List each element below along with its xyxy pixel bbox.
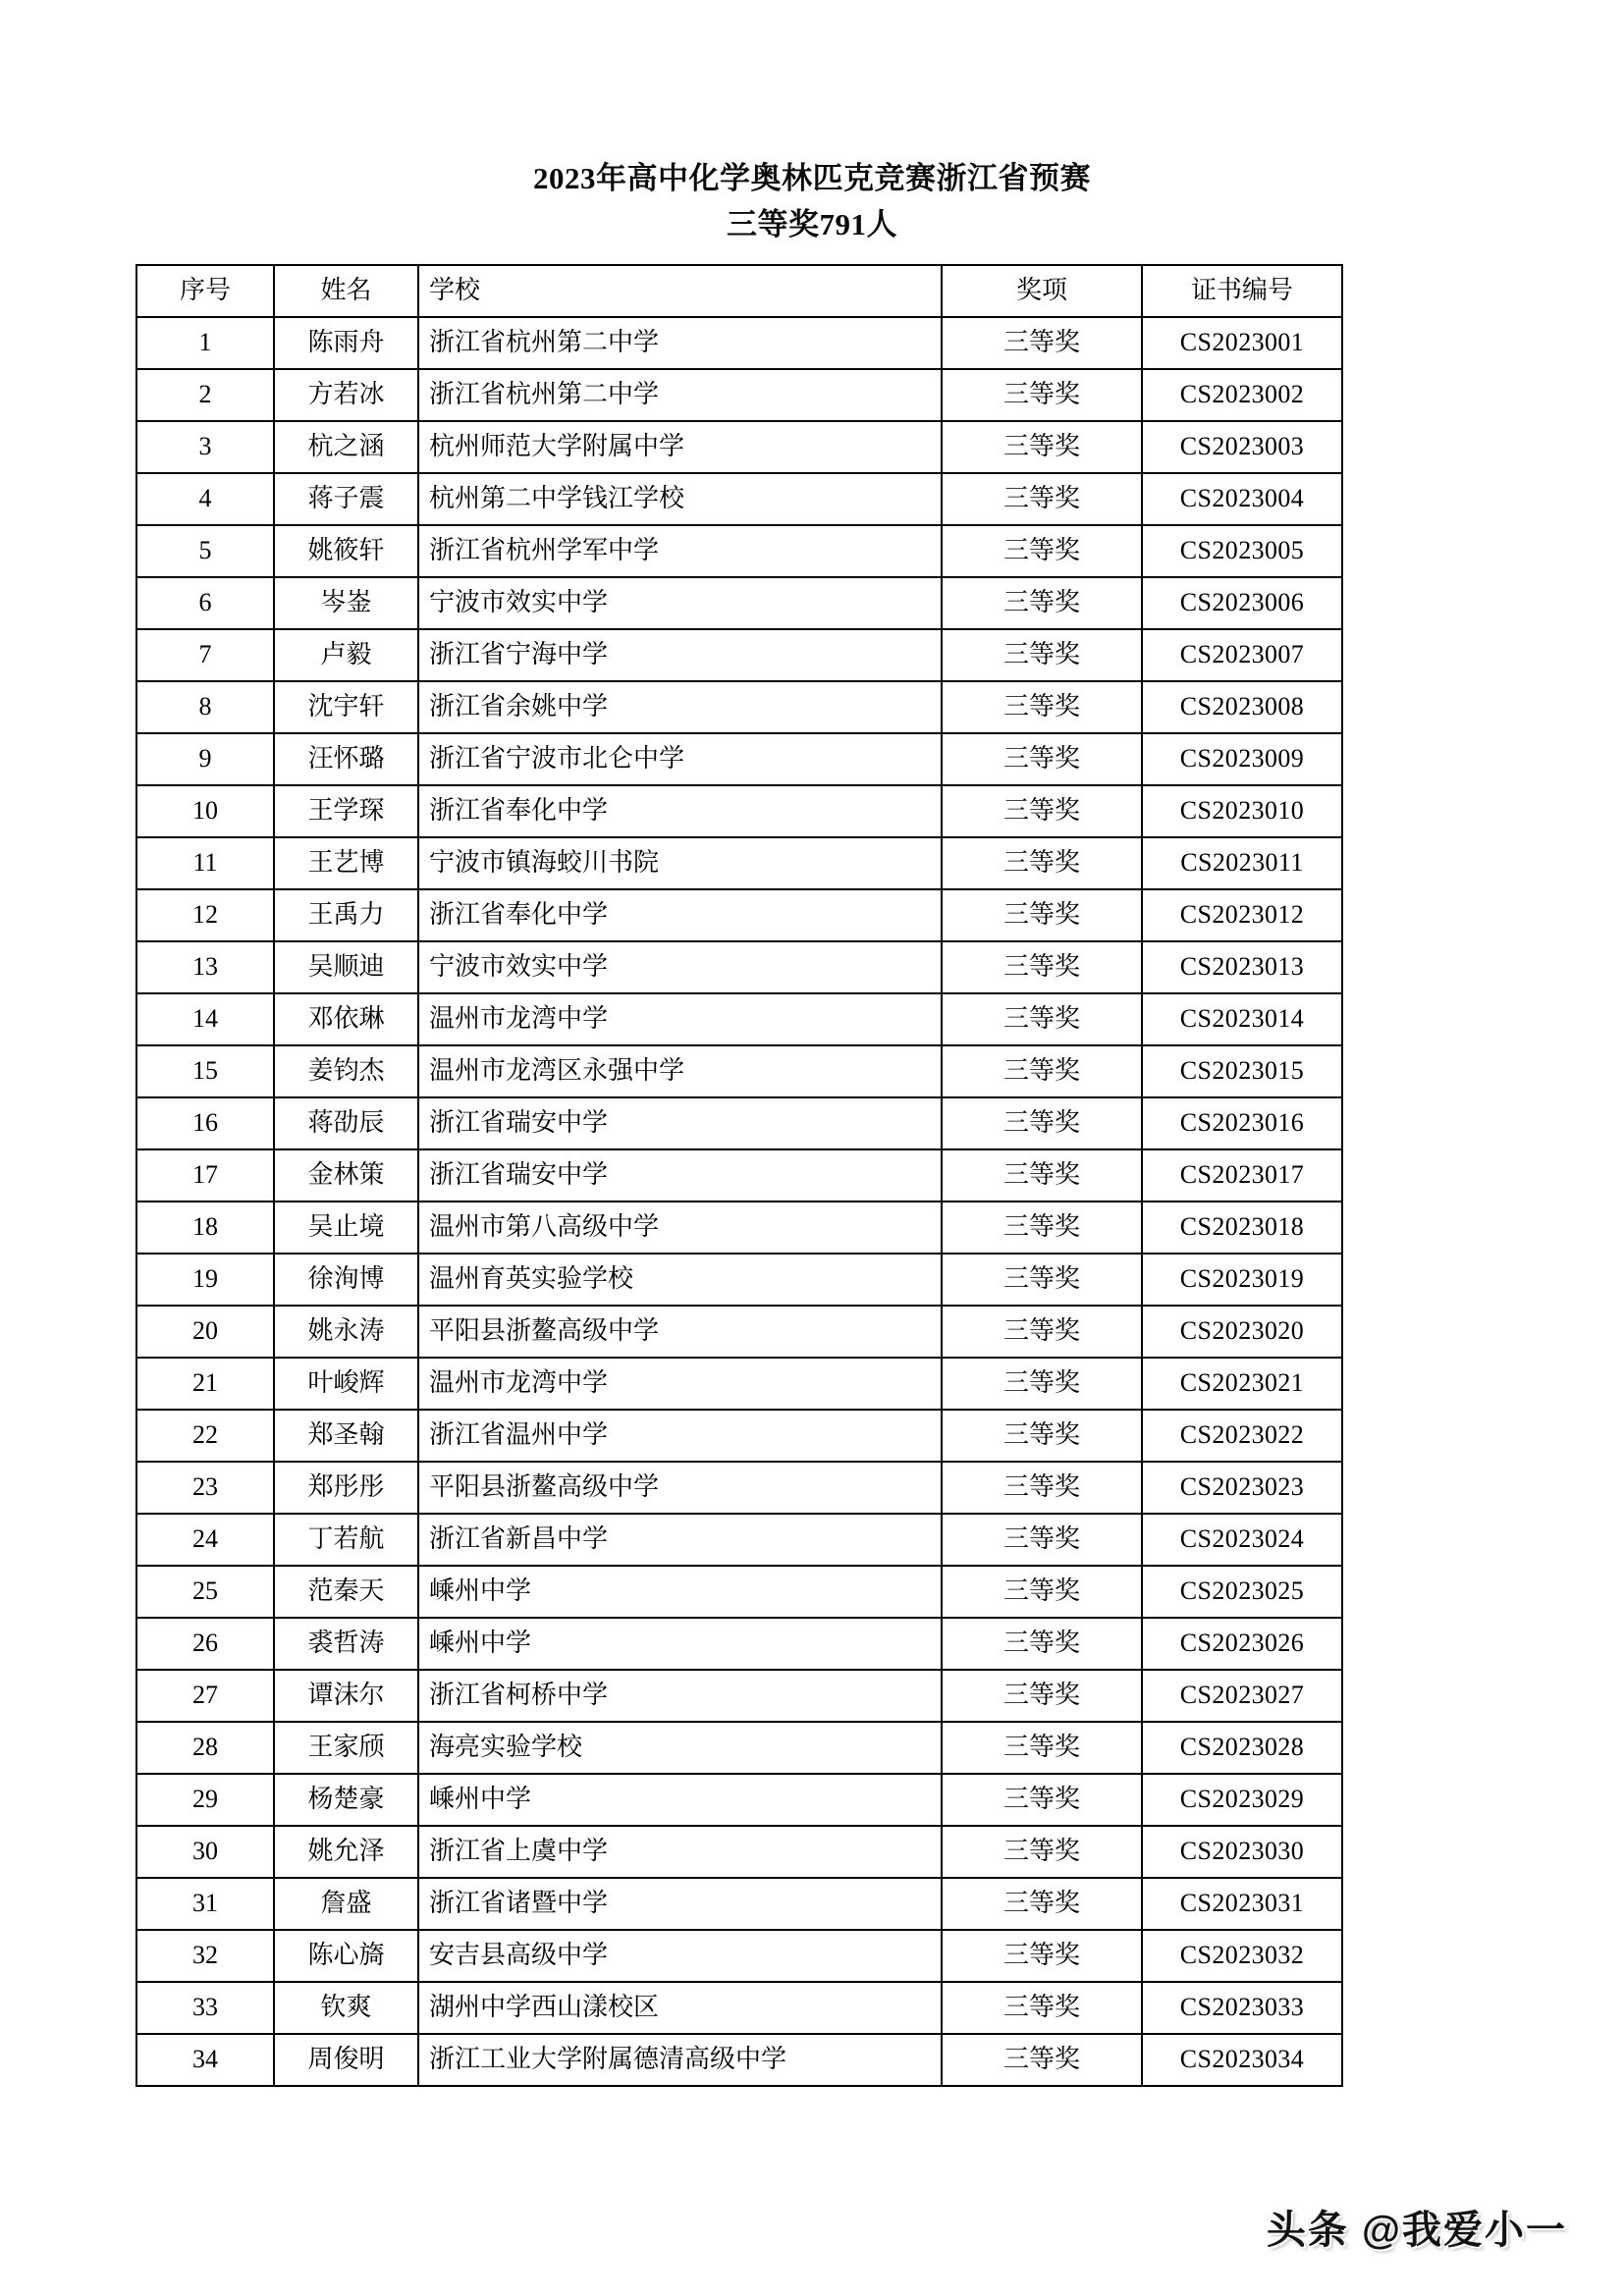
- table-row: [136, 941, 1342, 993]
- cell-cert: CS2023016: [1142, 1097, 1342, 1149]
- cell-award: 三等奖: [942, 369, 1142, 421]
- cell-seq: 9: [136, 733, 274, 785]
- cell-name: 金林策: [274, 1149, 418, 1201]
- cell-cert: CS2023011: [1142, 837, 1342, 889]
- cell-cert: CS2023032: [1142, 1930, 1342, 1982]
- table-row: [136, 1097, 1342, 1149]
- cell-cert: CS2023022: [1142, 1410, 1342, 1462]
- cell-name: 杨楚豪: [274, 1774, 418, 1826]
- cell-school: 杭州第二中学钱江学校: [418, 473, 942, 525]
- cell-cert: CS2023017: [1142, 1149, 1342, 1201]
- cell-cert: CS2023031: [1142, 1878, 1342, 1930]
- cell-award: 三等奖: [942, 473, 1142, 525]
- table-row: [136, 1670, 1342, 1722]
- cell-award: 三等奖: [942, 629, 1142, 681]
- cell-seq: 7: [136, 629, 274, 681]
- cell-cert: CS2023002: [1142, 369, 1342, 421]
- cell-school: 浙江省奉化中学: [418, 889, 942, 941]
- table-row: [136, 1462, 1342, 1514]
- table-header: [136, 265, 1342, 317]
- cell-name: 蒋劭辰: [274, 1097, 418, 1149]
- cell-cert: CS2023027: [1142, 1670, 1342, 1722]
- table-row: [136, 785, 1342, 837]
- cell-award: 三等奖: [942, 1930, 1142, 1982]
- cell-name: 叶峻辉: [274, 1358, 418, 1410]
- cell-award: 三等奖: [942, 889, 1142, 941]
- table-row: [136, 1201, 1342, 1254]
- cell-seq: 3: [136, 421, 274, 473]
- cell-school: 浙江省杭州第二中学: [418, 369, 942, 421]
- table-row: [136, 1878, 1342, 1930]
- column-header-cert: 证书编号: [1142, 265, 1342, 317]
- cell-school: 浙江省宁海中学: [418, 629, 942, 681]
- table-row: [136, 1982, 1342, 2034]
- table-row: [136, 733, 1342, 785]
- column-header-school: 学校: [418, 265, 942, 317]
- cell-name: 王艺博: [274, 837, 418, 889]
- cell-award: 三等奖: [942, 1045, 1142, 1097]
- table-row: [136, 1930, 1342, 1982]
- table-row: [136, 577, 1342, 629]
- cell-school: 宁波市效实中学: [418, 577, 942, 629]
- cell-school: 浙江工业大学附属德清高级中学: [418, 2034, 942, 2086]
- cell-school: 浙江省余姚中学: [418, 681, 942, 733]
- cell-cert: CS2023026: [1142, 1618, 1342, 1670]
- cell-cert: CS2023015: [1142, 1045, 1342, 1097]
- cell-award: 三等奖: [942, 525, 1142, 577]
- cell-school: 浙江省杭州学军中学: [418, 525, 942, 577]
- cell-award: 三等奖: [942, 1618, 1142, 1670]
- cell-award: 三等奖: [942, 1722, 1142, 1774]
- cell-name: 姚永涛: [274, 1306, 418, 1358]
- table-row: [136, 421, 1342, 473]
- award-table: [135, 264, 1343, 2087]
- table-row: [136, 1514, 1342, 1566]
- cell-cert: CS2023006: [1142, 577, 1342, 629]
- cell-award: 三等奖: [942, 2034, 1142, 2086]
- cell-seq: 30: [136, 1826, 274, 1878]
- cell-seq: 16: [136, 1097, 274, 1149]
- cell-cert: CS2023034: [1142, 2034, 1342, 2086]
- cell-name: 陈雨舟: [274, 317, 418, 369]
- column-header-seq: 序号: [136, 265, 274, 317]
- cell-award: 三等奖: [942, 1670, 1142, 1722]
- table-row: [136, 889, 1342, 941]
- cell-cert: CS2023020: [1142, 1306, 1342, 1358]
- cell-name: 周俊明: [274, 2034, 418, 2086]
- cell-award: 三等奖: [942, 317, 1142, 369]
- cell-name: 吴止境: [274, 1201, 418, 1254]
- cell-cert: CS2023021: [1142, 1358, 1342, 1410]
- cell-seq: 14: [136, 993, 274, 1045]
- cell-award: 三等奖: [942, 1566, 1142, 1618]
- cell-school: 嵊州中学: [418, 1774, 942, 1826]
- cell-name: 汪怀璐: [274, 733, 418, 785]
- cell-name: 徐洵博: [274, 1254, 418, 1306]
- cell-award: 三等奖: [942, 1826, 1142, 1878]
- cell-school: 浙江省瑞安中学: [418, 1149, 942, 1201]
- cell-school: 平阳县浙鳌高级中学: [418, 1462, 942, 1514]
- cell-seq: 27: [136, 1670, 274, 1722]
- cell-cert: CS2023001: [1142, 317, 1342, 369]
- cell-award: 三等奖: [942, 837, 1142, 889]
- table-row: [136, 1618, 1342, 1670]
- cell-name: 丁若航: [274, 1514, 418, 1566]
- cell-name: 姚筱轩: [274, 525, 418, 577]
- page-title: 2023年高中化学奥林匹克竞赛浙江省预赛: [533, 161, 1091, 195]
- table-row: [136, 681, 1342, 733]
- table-body: [136, 317, 1342, 2086]
- table-row: [136, 993, 1342, 1045]
- cell-award: 三等奖: [942, 941, 1142, 993]
- cell-award: 三等奖: [942, 785, 1142, 837]
- cell-name: 郑圣翰: [274, 1410, 418, 1462]
- cell-school: 浙江省诸暨中学: [418, 1878, 942, 1930]
- cell-award: 三等奖: [942, 1514, 1142, 1566]
- cell-award: 三等奖: [942, 1358, 1142, 1410]
- cell-school: 湖州中学西山漾校区: [418, 1982, 942, 2034]
- column-header-name: 姓名: [274, 265, 418, 317]
- cell-school: 温州市第八高级中学: [418, 1201, 942, 1254]
- cell-school: 浙江省宁波市北仑中学: [418, 733, 942, 785]
- cell-seq: 19: [136, 1254, 274, 1306]
- cell-name: 王学琛: [274, 785, 418, 837]
- cell-seq: 32: [136, 1930, 274, 1982]
- cell-seq: 2: [136, 369, 274, 421]
- cell-seq: 17: [136, 1149, 274, 1201]
- cell-award: 三等奖: [942, 421, 1142, 473]
- cell-school: 浙江省柯桥中学: [418, 1670, 942, 1722]
- table-row: [136, 1306, 1342, 1358]
- table-row: [136, 1774, 1342, 1826]
- cell-school: 海亮实验学校: [418, 1722, 942, 1774]
- cell-award: 三等奖: [942, 993, 1142, 1045]
- cell-cert: CS2023033: [1142, 1982, 1342, 2034]
- cell-cert: CS2023014: [1142, 993, 1342, 1045]
- cell-seq: 24: [136, 1514, 274, 1566]
- cell-seq: 5: [136, 525, 274, 577]
- table-row: [136, 1045, 1342, 1097]
- cell-name: 蒋子震: [274, 473, 418, 525]
- cell-school: 温州育英实验学校: [418, 1254, 942, 1306]
- cell-seq: 22: [136, 1410, 274, 1462]
- cell-school: 嵊州中学: [418, 1566, 942, 1618]
- cell-name: 王家颀: [274, 1722, 418, 1774]
- cell-award: 三等奖: [942, 1149, 1142, 1201]
- cell-seq: 31: [136, 1878, 274, 1930]
- cell-cert: CS2023003: [1142, 421, 1342, 473]
- cell-seq: 21: [136, 1358, 274, 1410]
- cell-award: 三等奖: [942, 1306, 1142, 1358]
- cell-school: 宁波市镇海蛟川书院: [418, 837, 942, 889]
- cell-seq: 6: [136, 577, 274, 629]
- cell-cert: CS2023007: [1142, 629, 1342, 681]
- table-row: [136, 1149, 1342, 1201]
- cell-school: 浙江省奉化中学: [418, 785, 942, 837]
- table-row: [136, 1826, 1342, 1878]
- table-row: [136, 629, 1342, 681]
- cell-school: 温州市龙湾中学: [418, 1358, 942, 1410]
- column-header-award: 奖项: [942, 265, 1142, 317]
- cell-school: 浙江省杭州第二中学: [418, 317, 942, 369]
- page-subtitle: 三等奖791人: [727, 207, 897, 241]
- cell-school: 浙江省瑞安中学: [418, 1097, 942, 1149]
- cell-seq: 29: [136, 1774, 274, 1826]
- cell-cert: CS2023030: [1142, 1826, 1342, 1878]
- cell-seq: 18: [136, 1201, 274, 1254]
- table-row: [136, 369, 1342, 421]
- document-title-block: [0, 0, 1624, 240]
- cell-school: 浙江省新昌中学: [418, 1514, 942, 1566]
- table-row: [136, 1254, 1342, 1306]
- cell-seq: 34: [136, 2034, 274, 2086]
- cell-cert: CS2023004: [1142, 473, 1342, 525]
- cell-award: 三等奖: [942, 1774, 1142, 1826]
- cell-seq: 8: [136, 681, 274, 733]
- cell-seq: 12: [136, 889, 274, 941]
- cell-name: 岑崟: [274, 577, 418, 629]
- cell-seq: 15: [136, 1045, 274, 1097]
- cell-cert: CS2023012: [1142, 889, 1342, 941]
- cell-name: 姚允泽: [274, 1826, 418, 1878]
- table-row: [136, 1566, 1342, 1618]
- table-row: [136, 525, 1342, 577]
- watermark-label: 头条 @我爱小一: [1266, 2209, 1567, 2252]
- cell-name: 钦爽: [274, 1982, 418, 2034]
- cell-seq: 13: [136, 941, 274, 993]
- cell-school: 温州市龙湾区永强中学: [418, 1045, 942, 1097]
- cell-name: 陈心旖: [274, 1930, 418, 1982]
- cell-name: 方若冰: [274, 369, 418, 421]
- cell-seq: 1: [136, 317, 274, 369]
- cell-cert: CS2023028: [1142, 1722, 1342, 1774]
- cell-name: 詹盛: [274, 1878, 418, 1930]
- cell-cert: CS2023005: [1142, 525, 1342, 577]
- cell-cert: CS2023013: [1142, 941, 1342, 993]
- cell-name: 郑彤彤: [274, 1462, 418, 1514]
- cell-seq: 33: [136, 1982, 274, 2034]
- cell-school: 杭州师范大学附属中学: [418, 421, 942, 473]
- cell-award: 三等奖: [942, 733, 1142, 785]
- cell-name: 吴顺迪: [274, 941, 418, 993]
- cell-school: 浙江省温州中学: [418, 1410, 942, 1462]
- cell-cert: CS2023009: [1142, 733, 1342, 785]
- cell-award: 三等奖: [942, 1201, 1142, 1254]
- cell-award: 三等奖: [942, 1878, 1142, 1930]
- cell-award: 三等奖: [942, 1097, 1142, 1149]
- cell-school: 平阳县浙鳌高级中学: [418, 1306, 942, 1358]
- cell-award: 三等奖: [942, 1982, 1142, 2034]
- cell-cert: CS2023018: [1142, 1201, 1342, 1254]
- table-row: [136, 1410, 1342, 1462]
- cell-seq: 23: [136, 1462, 274, 1514]
- cell-school: 浙江省上虞中学: [418, 1826, 942, 1878]
- cell-name: 谭沫尔: [274, 1670, 418, 1722]
- cell-cert: CS2023023: [1142, 1462, 1342, 1514]
- table-row: [136, 837, 1342, 889]
- cell-name: 沈宇轩: [274, 681, 418, 733]
- table-row: [136, 317, 1342, 369]
- cell-name: 卢毅: [274, 629, 418, 681]
- cell-school: 安吉县高级中学: [418, 1930, 942, 1982]
- table-row: [136, 1358, 1342, 1410]
- cell-name: 姜钧杰: [274, 1045, 418, 1097]
- cell-name: 范秦天: [274, 1566, 418, 1618]
- cell-cert: CS2023008: [1142, 681, 1342, 733]
- cell-award: 三等奖: [942, 1410, 1142, 1462]
- cell-award: 三等奖: [942, 681, 1142, 733]
- cell-seq: 25: [136, 1566, 274, 1618]
- cell-seq: 4: [136, 473, 274, 525]
- cell-cert: CS2023019: [1142, 1254, 1342, 1306]
- table-header-row: [136, 265, 1342, 317]
- cell-school: 宁波市效实中学: [418, 941, 942, 993]
- cell-cert: CS2023029: [1142, 1774, 1342, 1826]
- table-row: [136, 473, 1342, 525]
- cell-name: 裘哲涛: [274, 1618, 418, 1670]
- cell-name: 邓依琳: [274, 993, 418, 1045]
- cell-award: 三等奖: [942, 577, 1142, 629]
- cell-cert: CS2023024: [1142, 1514, 1342, 1566]
- cell-seq: 11: [136, 837, 274, 889]
- cell-award: 三等奖: [942, 1462, 1142, 1514]
- cell-cert: CS2023010: [1142, 785, 1342, 837]
- table-row: [136, 2034, 1342, 2086]
- cell-name: 王禹力: [274, 889, 418, 941]
- cell-seq: 26: [136, 1618, 274, 1670]
- cell-seq: 10: [136, 785, 274, 837]
- cell-school: 温州市龙湾中学: [418, 993, 942, 1045]
- cell-name: 杭之涵: [274, 421, 418, 473]
- cell-seq: 28: [136, 1722, 274, 1774]
- award-table-container: [0, 264, 1624, 2087]
- cell-cert: CS2023025: [1142, 1566, 1342, 1618]
- cell-school: 嵊州中学: [418, 1618, 942, 1670]
- table-row: [136, 1722, 1342, 1774]
- cell-seq: 20: [136, 1306, 274, 1358]
- cell-award: 三等奖: [942, 1254, 1142, 1306]
